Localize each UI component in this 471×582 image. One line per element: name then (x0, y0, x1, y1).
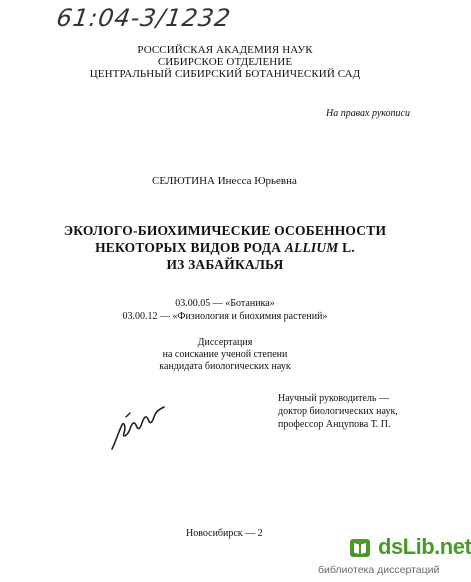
title-genus: ALLIUM (284, 240, 339, 255)
rights-note: На правах рукописи (326, 108, 410, 119)
archive-code-text: 61:04-3/1232 (54, 4, 233, 32)
advisor-degree: доктор биологических наук, (278, 406, 398, 417)
dissertation-label: Диссертация (197, 337, 253, 348)
dissertation-field-line: кандидата биологических наук (159, 361, 291, 372)
advisor-label: Научный руководитель — (278, 393, 389, 404)
title-line-2 (0, 239, 450, 256)
watermark-subtitle: библиотека диссертаций (318, 564, 440, 576)
watermark-logo-text: dsLib.net (378, 534, 471, 559)
specialty-botany: 03.00.05 — «Ботаника» (175, 298, 275, 309)
book-icon (348, 536, 372, 560)
handwritten-signature (108, 405, 168, 453)
dslib-watermark[interactable] (318, 534, 471, 580)
institution-line-branch: СИБИРСКОЕ ОТДЕЛЕНИЕ (157, 56, 293, 68)
advisor-name: профессор Анцупова Т. П. (278, 419, 391, 430)
institution-line-garden: ЦЕНТРАЛЬНЫЙ СИБИРСКИЙ БОТАНИЧЕСКИЙ САД (89, 68, 361, 80)
institution-line-academy: РОССИЙСКАЯ АКАДЕМИЯ НАУК (137, 44, 313, 56)
title-line-2-prefix: НЕКОТОРЫХ ВИДОВ РОДА (95, 240, 285, 255)
author-name: СЕЛЮТИНА Инесса Юрьевна (152, 175, 297, 187)
dissertation-degree-line: на соискание ученой степени (162, 349, 288, 360)
title-line-3: ИЗ ЗАБАЙКАЛЬЯ (166, 257, 284, 272)
city-year: Новосибирск — 2 (186, 528, 263, 539)
title-line-1: ЭКОЛОГО-БИОХИМИЧЕСКИЕ ОСОБЕННОСТИ (63, 223, 387, 238)
watermark-logo (348, 534, 471, 562)
title-line-2-suffix: L. (338, 240, 355, 255)
archive-code-handwritten (55, 2, 285, 32)
specialty-physiology: 03.00.12 — «Физиология и биохимия растений» (122, 311, 328, 322)
